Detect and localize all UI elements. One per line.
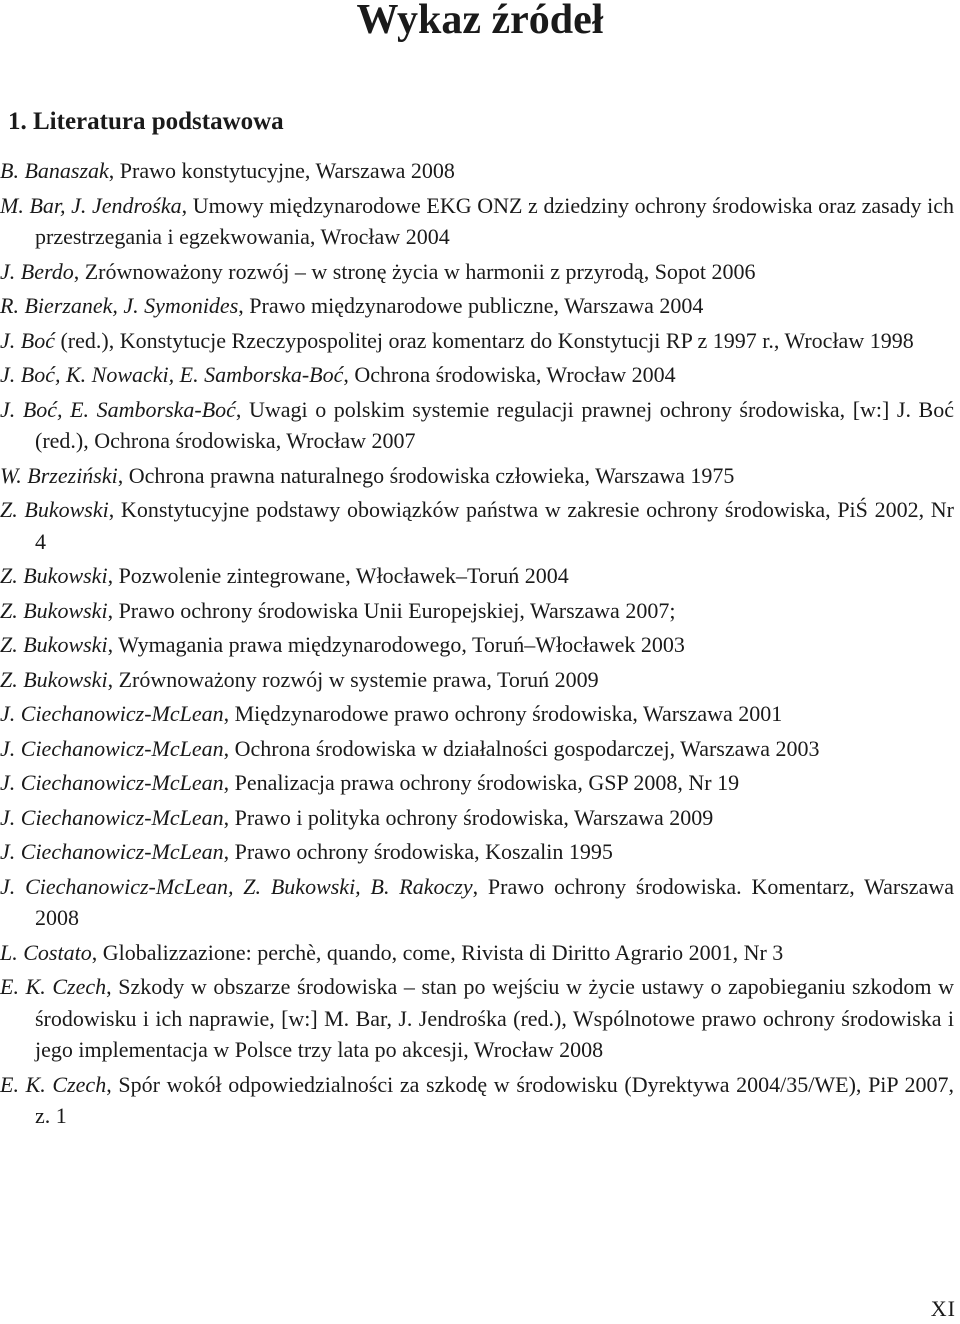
- entry-authors: W. Brzeziński: [0, 462, 118, 488]
- bibliography-entry: [0, 664, 954, 696]
- entry-authors: Z. Bukowski: [0, 597, 108, 623]
- entry-authors: J. Berdo: [0, 258, 74, 284]
- entry-title: , Zrównoważony rozwój – w stronę życia w harmonii z przyrodą, Sopot 2006: [73, 258, 756, 284]
- entry-title: , Spór wokół odpowiedzialności za szkodę w środowisku (Dyrektywa 2004/35/WE), PiP 2007, z. 1: [35, 1071, 954, 1128]
- bibliography-entry: [0, 971, 954, 1066]
- bibliography-entry: [0, 802, 954, 834]
- bibliography-entry: [0, 155, 954, 187]
- entry-authors: Z. Bukowski: [0, 632, 108, 657]
- entry-title: , Prawo ochrony środowiska, Koszalin 1995: [223, 839, 613, 864]
- entry-title: , Prawo ochrony środowiska. Komentarz, Warszawa 2008: [35, 873, 954, 930]
- bibliography-entry: [0, 290, 954, 322]
- entry-authors: L. Costato: [0, 939, 92, 965]
- bibliography-entry: [0, 190, 954, 253]
- bibliography-entry: [0, 767, 954, 799]
- bibliography-entry: [0, 595, 954, 627]
- entry-title: , Penalizacja prawa ochrony środowiska, GSP 2008, Nr 19: [223, 770, 740, 795]
- entry-authors: J. Ciechanowicz-McLean: [0, 701, 224, 726]
- bibliography-entry: [0, 1069, 954, 1132]
- entry-authors: J. Boć: [0, 327, 55, 353]
- bibliography-entry: [0, 698, 954, 730]
- entry-authors: J. Ciechanowicz-McLean, Z. Bukowski, B. Rakoczy: [0, 873, 473, 899]
- bibliography-entry: [0, 629, 954, 661]
- entry-authors: J. Ciechanowicz-McLean: [0, 839, 224, 864]
- entry-authors: J. Ciechanowicz-McLean: [0, 770, 224, 795]
- entry-title: (red.), Konstytucje Rzeczypospolitej oraz komentarz do Konstytucji RP z 1997 r., Wrocław 1998: [54, 327, 914, 353]
- bibliography-entry: [0, 494, 954, 557]
- entry-title: , Umowy międzynarodowe EKG ONZ z dziedziny ochrony środowiska oraz zasady ich przestrzegania i egzekwowania, Wrocław 2004: [35, 192, 954, 249]
- bibliography-entry: [0, 733, 954, 765]
- entry-authors: M. Bar, J. Jendrośka: [0, 192, 182, 218]
- bibliography-entry: [0, 359, 954, 391]
- bibliography-entry: [0, 460, 954, 492]
- entry-title: , Prawo konstytucyjne, Warszawa 2008: [108, 158, 455, 183]
- entry-authors: J. Boć, E. Samborska-Boć: [0, 396, 236, 422]
- entry-title: , Zrównoważony rozwój w systemie prawa, Toruń 2009: [107, 666, 599, 692]
- entry-title: , Globalizzazione: perchè, quando, come, Rivista di Diritto Agrario 2001, Nr 3: [91, 939, 784, 965]
- entry-authors: R. Bierzanek, J. Symonides: [0, 293, 239, 318]
- entry-authors: E. K. Czech: [0, 1071, 107, 1097]
- bibliography-entry: [0, 560, 954, 592]
- section-heading: 1. Literatura podstawowa: [8, 108, 284, 135]
- bibliography-entry: [0, 836, 954, 868]
- bibliography-list: [0, 155, 954, 1135]
- entry-title: , Pozwolenie zintegrowane, Włocławek–Toruń 2004: [107, 563, 569, 588]
- entry-authors: B. Banaszak: [0, 158, 109, 183]
- bibliography-entry: [0, 871, 954, 934]
- entry-title: , Szkody w obszarze środowiska – stan po wejściu w życie ustawy o zapobieganiu szkodom w środowisku i ich naprawie, [w:] M. Bar, J. Jendrośka (red.), Wspólnotowe prawo ochrony środowiska i jego implementacja w Polsce trzy lata po akcesji, Wrocław 2008: [35, 974, 954, 1062]
- bibliography-entry: [0, 394, 954, 457]
- entry-title: , Ochrona prawna naturalnego środowiska człowieka, Warszawa 1975: [117, 462, 735, 488]
- entry-title: , Ochrona środowiska, Wrocław 2004: [343, 362, 676, 387]
- entry-title: , Prawo ochrony środowiska Unii Europejskiej, Warszawa 2007;: [107, 597, 676, 623]
- page-title: Wykaz źródeł: [356, 0, 604, 43]
- bibliography-entry: [0, 325, 954, 357]
- bibliography-entry: [0, 256, 954, 288]
- entry-title: , Konstytucyjne podstawy obowiązków państwa w zakresie ochrony środowiska, PiŚ 2002, Nr 4: [35, 497, 954, 554]
- entry-authors: Z. Bukowski: [0, 497, 109, 522]
- entry-authors: Z. Bukowski: [0, 666, 108, 692]
- entry-title: , Uwagi o polskim systemie regulacji prawnej ochrony środowiska, [w:] J. Boć (red.), Ochrona środowiska, Wrocław 2007: [35, 396, 954, 453]
- entry-authors: J. Ciechanowicz-McLean: [0, 804, 224, 830]
- entry-authors: J. Boć, K. Nowacki, E. Samborska-Boć: [0, 362, 344, 387]
- entry-title: , Prawo i polityka ochrony środowiska, Warszawa 2009: [223, 804, 714, 830]
- entry-title: , Prawo międzynarodowe publiczne, Warszawa 2004: [238, 293, 704, 318]
- entry-authors: Z. Bukowski: [0, 563, 108, 588]
- bibliography-entry: [0, 937, 954, 969]
- entry-authors: J. Ciechanowicz-McLean: [0, 735, 224, 761]
- entry-title: , Wymagania prawa międzynarodowego, Toruń–Włocławek 2003: [107, 632, 685, 657]
- entry-title: , Ochrona środowiska w działalności gospodarczej, Warszawa 2003: [223, 735, 820, 761]
- entry-title: , Międzynarodowe prawo ochrony środowiska, Warszawa 2001: [223, 701, 783, 726]
- page-number: XI: [930, 1296, 956, 1321]
- entry-authors: E. K. Czech: [0, 974, 107, 999]
